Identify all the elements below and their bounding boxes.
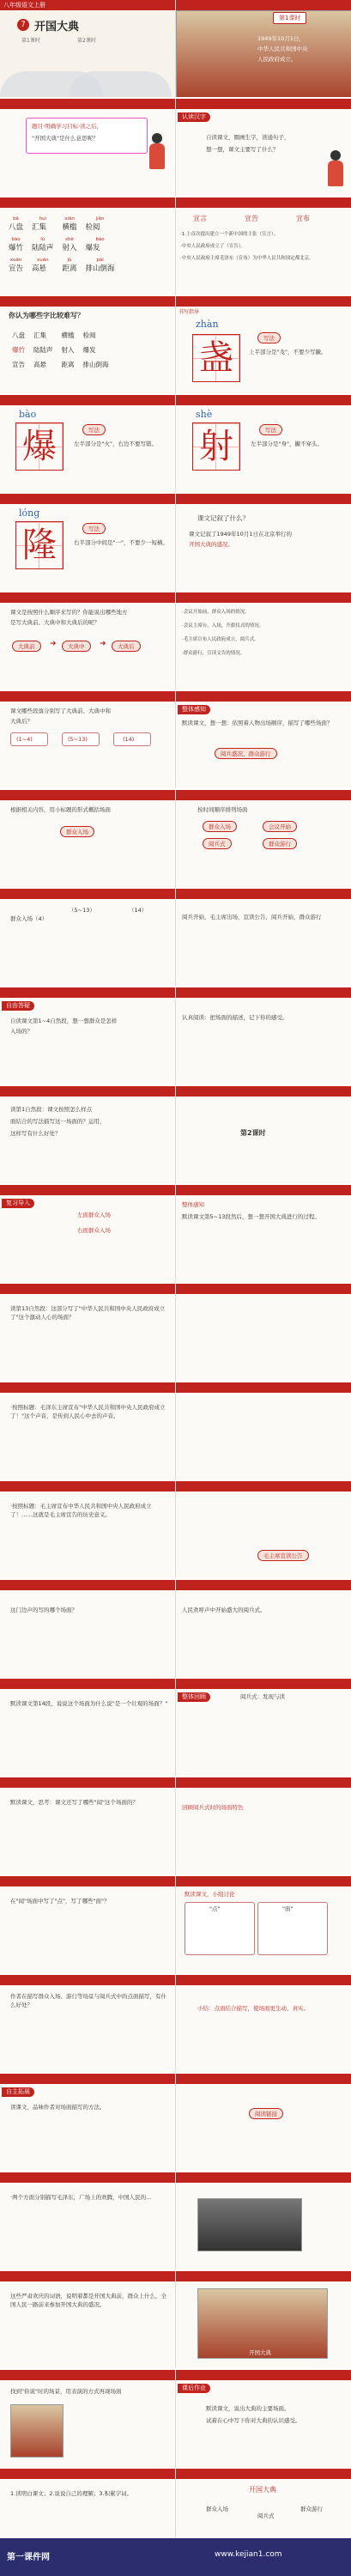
table-heading: 默读课文，小组讨论 [185, 1891, 235, 1898]
question: 作者在描写群众入场、游行等场景与阅兵式中的点面描写，有什么好处？ [10, 1993, 166, 2008]
slide-homework [0, 2370, 351, 2467]
question: 课文记叙了什么？ [197, 514, 249, 522]
writing-tip: 左半部分是"身"，撇不穿头。 [251, 440, 323, 447]
word: 八盘 [12, 331, 25, 339]
range-box [113, 732, 151, 746]
separator [175, 99, 176, 196]
separator [175, 592, 176, 690]
passage: ·按照标题：毛泽东主席宣布"中华人民共和国中央人民政府成立了！"这个声音，是传到人民心中去的声音。 [10, 1404, 166, 1419]
slide-vocab [0, 197, 351, 295]
word: 横槛 [61, 331, 75, 339]
note-chip: 毛主席宣读公告 [257, 1550, 309, 1561]
model-character: 盏 [192, 334, 240, 382]
instruction: 默读课文，想一想：依照着人物出场顺序，描写了哪些场面？ [182, 720, 333, 726]
mountain-graphic [69, 71, 172, 97]
slide-point-face [0, 1876, 351, 1973]
word-heading-2: 宣告 [245, 215, 258, 222]
passage: ·两个方面分别描写毛泽东，广场上的欢腾，中国人民的... [10, 2194, 152, 2201]
char-pinyin: shè [196, 409, 213, 420]
slide-paragraphs [0, 691, 351, 788]
scene-chip-4: 群众游行 [263, 838, 297, 849]
slide-words [0, 2271, 351, 2368]
question-3: 这样写有什么好处？ [10, 1130, 61, 1137]
stage-note-1: ·会议开始前，群众入场的情况。 [182, 610, 250, 615]
slide-grand-scene [0, 1679, 351, 1776]
separator [175, 987, 176, 1084]
question-2: 大典后？ [10, 718, 33, 725]
arrow-icon: ➜ [50, 640, 57, 648]
question: 在"闻"场面中写了"点"，写了哪些"面"？ [10, 1898, 110, 1905]
vocab-word: jù 距离 [62, 258, 77, 273]
model-character: 隆 [15, 521, 64, 569]
instruction: 默读课文第5~13段然后，想一想开国大典进行的过程。 [182, 1213, 320, 1220]
subtitle-1: 第1课时 [21, 38, 40, 44]
summary: 小结：点面结合描写，使场面更生动、真实。 [197, 2005, 309, 2012]
method-label: 写法 [257, 332, 281, 343]
instruction-2: 入场的？ [10, 1028, 33, 1035]
char-pinyin: zhàn [196, 319, 219, 330]
slide-passage-2 [0, 1481, 351, 1578]
writing-tip: 右半部分中间是"一"，不要少一短横。 [74, 539, 168, 546]
question-card [26, 118, 148, 154]
word-heading-1: 宣言 [193, 215, 207, 222]
question: 这门边声的写的哪个场面？ [10, 1607, 77, 1613]
instruction-1: 自读课文，圈画生字，读通句子， [206, 134, 290, 141]
scene-chip: 群众入场 [60, 826, 94, 837]
separator [175, 494, 176, 591]
range-box [10, 732, 48, 746]
separator [175, 1481, 176, 1578]
row-3: （14） [129, 907, 148, 914]
ceremony-photo [176, 10, 351, 97]
heading: 阅兵式：发现与读 [240, 1693, 285, 1700]
vocab-word: xiān 横槛 [62, 216, 77, 232]
section-label: 书写指导 [179, 309, 200, 315]
word: 汇集 [33, 331, 46, 339]
question-line-2: "开国大典"是什么意思呢？ [32, 135, 99, 142]
chip-1: 左面群众入场 [77, 1212, 111, 1218]
stage-note-4: ·群众游行，宣读文告的情况。 [182, 651, 245, 656]
section-tag: 整体感知 [178, 705, 210, 714]
slide-sequence [0, 592, 351, 690]
slide-scenes [0, 790, 351, 887]
vocab-word: jiǎn 检阅 [85, 216, 105, 232]
slide-passage-1 [0, 1382, 351, 1479]
example-1: ·1.上首次提出建立一个新中国的主张（宣言）。 [180, 232, 279, 237]
separator [175, 1679, 176, 1776]
char-pinyin: bào [19, 409, 37, 420]
section-tag: 课后作业 [178, 2384, 210, 2393]
column-header: "点" [209, 1905, 221, 1912]
separator [175, 2271, 176, 2368]
separator [175, 1580, 176, 1677]
word: 检阅 [82, 331, 96, 339]
footer-brand: 第一课件网 [7, 2553, 50, 2562]
section-tag: 自由答疑 [2, 1001, 34, 1011]
answer-1: 课文记叙了1949年10月1日在北京举行的 [189, 531, 292, 538]
lesson-2-heading: 第2课时 [240, 1129, 266, 1137]
mindmap-node: 群众入场 [206, 2506, 228, 2512]
range-text: (5~13) [68, 736, 88, 743]
instruction-1: 自读课文第1~4自然段，想一想群众是怎样 [10, 1018, 118, 1024]
separator [175, 1382, 176, 1479]
range-box [62, 732, 100, 746]
separator [175, 790, 176, 887]
method-label: 写法 [82, 424, 106, 435]
lesson-badge: 第1课时 [273, 12, 306, 24]
scene-chip-3: 阅兵式 [203, 838, 232, 849]
scene-chip-2: 会议开始 [263, 821, 297, 832]
slide-review [0, 1185, 351, 1282]
title-panel [0, 10, 175, 97]
photo-caption-2: 中华人民共和国中央 [257, 46, 308, 52]
passage: ·按照标题：毛主席宣布中华人民共和国中央人民政府成立了！……这就是毛主席宣告的历史意义。 [10, 1503, 152, 1518]
reading-link[interactable]: 阅读链接 [249, 2108, 283, 2119]
slide-title [0, 0, 351, 97]
question: 默读课文，思考：课文还写了哪些"闻"这个场面的？ [10, 1799, 138, 1806]
word: 射入 [61, 346, 75, 354]
separator [175, 889, 176, 986]
slide-structure [0, 889, 351, 986]
separator [175, 395, 176, 492]
passage: 这些严肃欢庆的词语，说明着都是开国大典前，群众上什么，全国人民一路前来参加开国大典的盛况。 [10, 2293, 166, 2308]
hard-words-grid [12, 331, 109, 369]
chip-2: 右面群众入场 [77, 1227, 111, 1234]
vocab-grid [9, 216, 115, 273]
stage-note-2: ·会议主席台，入场，升旗仪式的情况。 [182, 623, 264, 629]
slide-writing-3 [0, 494, 351, 591]
slide-analysis [0, 2172, 351, 2269]
separator [175, 2172, 176, 2269]
separator [175, 296, 176, 393]
question: 根据相关内容，用小标题的形式概括场面 [10, 806, 111, 813]
separator [175, 1185, 176, 1282]
answer: 人民欢呼声中开始盛大的阅兵式。 [182, 1607, 266, 1613]
stage-note-3: ·毛主席宣布人民政府成立，阅兵式。 [182, 637, 259, 642]
word: 爆发 [82, 346, 96, 354]
summary: 阅兵开始，毛主席出场，宣读公告，阅兵开始，群众游行 [182, 914, 322, 920]
separator [175, 691, 176, 788]
range-text: (1~4) [16, 736, 33, 743]
slide-free-qa [0, 987, 351, 1084]
slide-parade [0, 1580, 351, 1677]
vocab-word: xuán 高悬 [32, 258, 49, 273]
teacher-figure [326, 150, 345, 190]
student-figure [148, 133, 166, 173]
slide-summary [0, 2469, 351, 2537]
lesson-number: 7 [17, 19, 29, 31]
row-1: 群众入场（4） [10, 915, 48, 922]
scene-chip-1: 群众入场 [203, 821, 237, 832]
word: 距离 [61, 361, 75, 368]
homework-2: 试着在心中写下你对大典的认识感受。 [206, 2417, 301, 2424]
question-2: 是写大典前、大典中和大典后的呢？ [10, 619, 100, 626]
reading-tip: 认真阅读：把场面的描述，记下你的感受。 [182, 1014, 288, 1021]
word: 陆陆声 [33, 346, 53, 354]
table-column-face [257, 1902, 328, 1955]
word: 高悬 [33, 361, 46, 368]
slide-announce [0, 1284, 351, 1381]
footer-url[interactable]: www.kejian1.com [215, 2550, 282, 2559]
stage-after: 大典后 [112, 641, 141, 652]
question: 默读课文第14段，说说这个场面为什么说"是一个壮观的场面？" [10, 1700, 168, 1707]
question-1: 课文哪些段落分别写了大典前、大典中和 [10, 708, 111, 714]
slide-extension [0, 2074, 351, 2171]
photo-caption: 开国大典 [249, 2349, 271, 2356]
example-3: ·中央人民政府主席毛泽东（宣布）为中华人民共和国定都北京。 [180, 256, 314, 261]
vocab-word: bā 八盘 [9, 216, 24, 232]
vocab-word: pái 排山倒海 [85, 258, 115, 273]
method-label: 写法 [82, 523, 106, 534]
instruction: 读课文，品味作者对场面描写的方法。 [10, 2104, 106, 2111]
writing-tip: 左半部分是"火"，右边不要写错。 [74, 440, 157, 447]
separator [175, 1284, 176, 1381]
list: 1.读明白课文；2.说说自己的理解；3.积累字词。 [10, 2490, 133, 2497]
vocab-word: bào 爆竹 [9, 237, 24, 252]
column-header: "面" [282, 1905, 294, 1912]
mindmap-root: 开国大典 [249, 2486, 276, 2494]
question-line-1: 题目·明确学习目标·读之后， [32, 123, 103, 130]
model-character: 爆 [15, 422, 64, 471]
question: 读第13自然段：这部分写了"中华人民共和国中央人民政府成立了"这个激动人心的场面？ [10, 1305, 166, 1321]
separator [175, 2074, 176, 2171]
word: 爆竹 [12, 346, 25, 354]
word: 宣告 [12, 361, 25, 368]
vocab-word: shè 射入 [62, 237, 77, 252]
vocab-word: huì 汇集 [32, 216, 47, 232]
separator [175, 1876, 176, 1973]
table-column-point [185, 1902, 255, 1955]
homework-1: 默读课文，说出大典的主要场面。 [206, 2405, 290, 2412]
instruction: 按时间顺序排列场面 [197, 806, 248, 813]
archive-photo [197, 2198, 302, 2251]
answer-chip: 阅兵盛况、群众游行 [215, 748, 277, 759]
answer: 回顾阅兵式时的场面特色 [182, 1804, 244, 1811]
slide-writing-2 [0, 395, 351, 492]
word-heading-3: 宣布 [296, 215, 310, 222]
header-label: 八年级语文上册 [3, 2, 45, 9]
question: 你认为哪些字比较难写？ [9, 312, 84, 319]
writing-tip: 上半部分是"戋"，不要少写撇。 [249, 349, 327, 355]
slide-point-surface [0, 1086, 351, 1183]
section-tag: 复习导入 [2, 1199, 34, 1208]
question: 找到"你说"时的场景，用表演的方式再现场面 [10, 2388, 122, 2395]
example-2: ·中央人民政府成立了（宣告）。 [180, 244, 245, 249]
model-character: 射 [192, 422, 240, 471]
section-tag: 认读汉字 [178, 112, 210, 122]
vocab-word: xuān 宣告 [9, 258, 24, 273]
photo-caption-1: 1949年10月1日， [257, 35, 305, 42]
vocab-word: bào 爆发 [85, 237, 105, 252]
section-tag: 自主拓展 [2, 2087, 34, 2097]
separator [175, 197, 176, 295]
word: 排山倒海 [82, 361, 109, 368]
method-label: 写法 [259, 424, 282, 435]
separator [175, 2370, 176, 2467]
slide-benefit [0, 1975, 351, 2072]
footer-bar [0, 2538, 351, 2576]
mindmap-node: 阅兵式 [257, 2512, 275, 2519]
separator [175, 2469, 176, 2537]
instruction-2: 想一想，课文主要写了什么？ [206, 146, 279, 153]
section-label: 整体感知 [182, 1201, 204, 1208]
slide-intro [0, 99, 351, 196]
separator [175, 1086, 176, 1183]
char-pinyin: lóng [19, 507, 40, 519]
arrow-icon: ➜ [100, 640, 106, 648]
slide-hear [0, 1777, 351, 1874]
lesson-title: 开国大典 [34, 21, 80, 33]
separator [175, 1777, 176, 1874]
slide-writing-1 [0, 296, 351, 393]
photo [10, 2404, 64, 2458]
section-tag: 整体回顾 [178, 1692, 210, 1702]
question-2: 面结合的写法描写这一场面的？运用， [10, 1118, 106, 1125]
photo-caption-3: 人民政府成立。 [257, 56, 297, 63]
question-1: 读第1自然段：课文按照怎么样点 [10, 1106, 93, 1113]
subtitle-2: 第2课时 [77, 38, 96, 44]
range-text: (14) [123, 736, 135, 743]
question-1: 课文是按照什么顺序来写的？你能说出哪些地方 [10, 609, 128, 616]
separator [175, 1975, 176, 2072]
vocab-word: lù 陆陆声 [32, 237, 54, 252]
stage-before: 大典前 [12, 641, 41, 652]
stage-during: 大典中 [62, 641, 91, 652]
answer-2: 开国大典的盛况。 [189, 541, 233, 548]
mindmap-node: 群众游行 [300, 2506, 323, 2512]
row-2: （5~13） [69, 907, 95, 914]
